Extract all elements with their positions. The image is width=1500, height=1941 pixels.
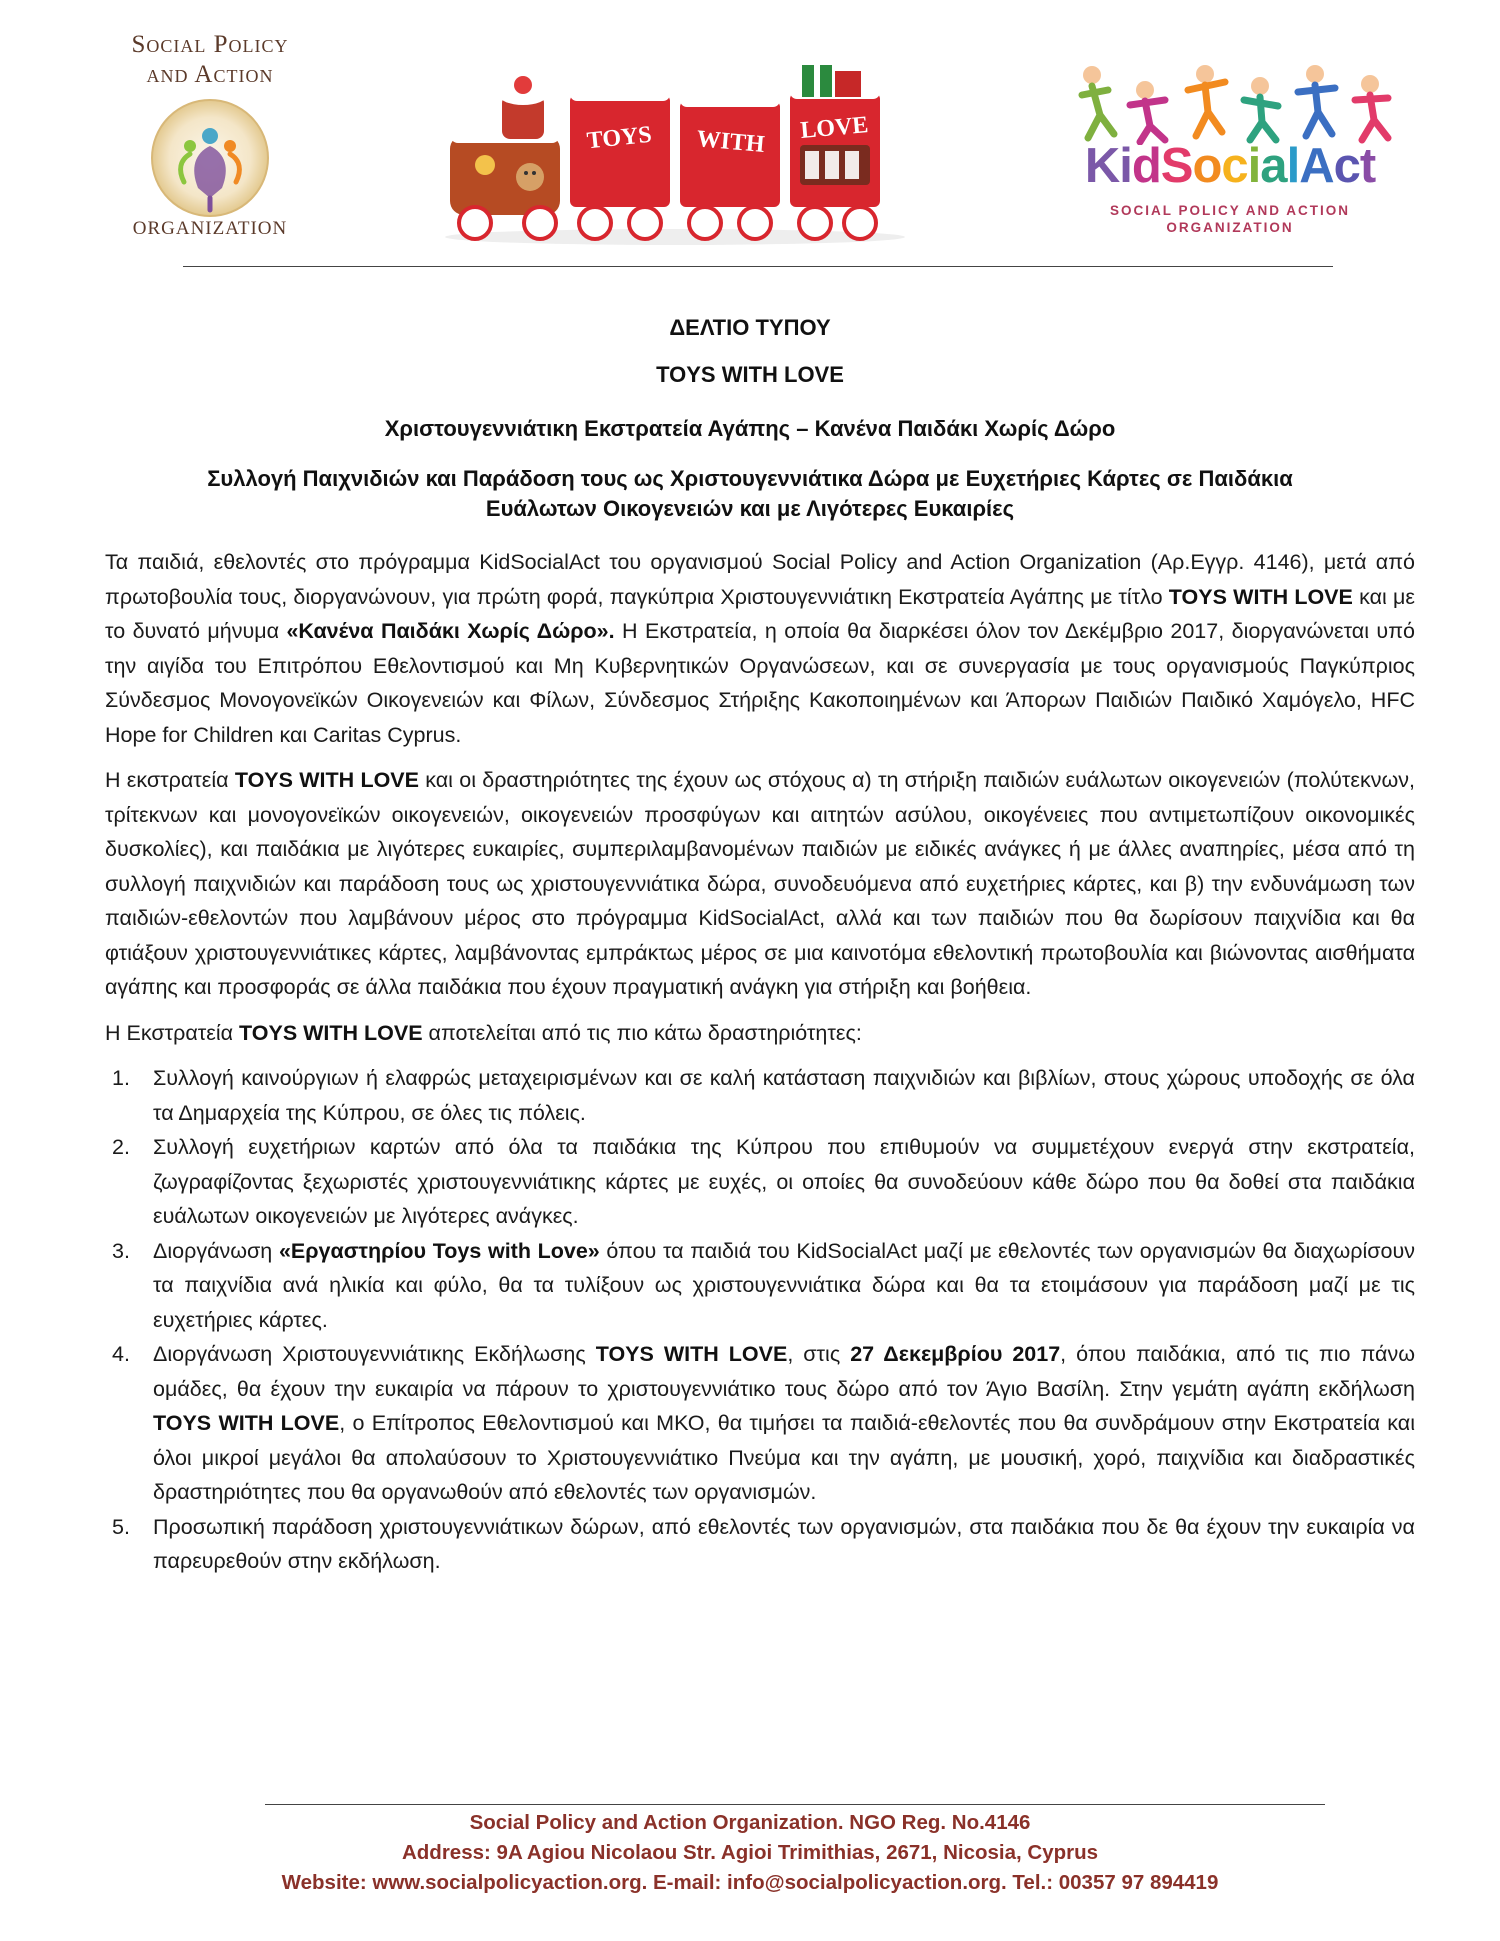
text-run: , όπου παιδάκια, από τις πιο πάνω ομάδες, θα έχουν την ευκαιρία να πάρουν το χριστουγεννιάτικο τους δώρο από τον Άγιο Βασίλη. Στην γεμάτη αγάπη εκδήλωση [153,1342,1415,1401]
spao-logo-top-text: Social Policy and Action [131,31,289,88]
bold-campaign-name: TOYS WITH LOVE [595,1342,788,1366]
paragraph-intro [105,545,1415,752]
text-run: Η εκστρατεία [105,768,235,792]
list-item [105,1337,1415,1510]
footer-contact-line: Website: www.socialpolicyaction.org. E-mail: info@socialpolicyaction.org. Tel.: 00357 97 894419 [281,1871,1219,1894]
campaign-description-title [100,464,1400,524]
wordmark-letter: i [1247,139,1261,193]
list-item [105,1510,1415,1579]
text-run: Διοργάνωση [153,1238,279,1263]
wordmark-letter: o [1192,139,1222,193]
text-run: Η Εκστρατεία, η οποία θα διαρκέσει όλον τον Δεκέμβριο 2017, διοργανώνεται υπό την αιγίδα του Επιτρόπου Εθελοντισμού και Μη Κυβερνητικών Οργανώσεων, και σε συνεργασία με τους οργανισμούς Παγκύπριος Σύνδεσμος Μονογονεϊκών Οικογενειών και Φίλων, Σύνδεσμος Στήριξης Κακοποιημένων και Άπορων Παιδιών Παιδικό Χαμόγελο, HFC Hope for Children και Caritas Cyprus. [105,619,1415,747]
bold-workshop-name: «Εργαστηρίου Toys with Love» [278,1238,600,1263]
text-run: , ο Επίτροπος Εθελοντισμού και ΜΚΟ, θα τιμήσει τα παιδιά-εθελοντές που θα συνδράμουν στην Εκστρατεία και όλοι μικροί μεγάλοι θα απολαύσουν το Χριστουγεννιάτικο Πνεύμα και την αγάπη, με μουσική, χορό, παιχνίδια και διαδραστικές δραστηριότητες που θα οργανωθούν από εθελοντές των οργανισμών. [153,1411,1416,1504]
bold-campaign-name: TOYS WITH LOVE [234,768,419,792]
wordmark-letter: i [1119,139,1132,193]
wordmark-letter: l [1286,139,1300,193]
list-item [105,1061,1415,1130]
paragraph-goals [105,763,1415,1005]
text-run: Διοργάνωση Χριστουγεννιάτικης Εκδήλωσης [153,1342,596,1366]
list-number: 3. [112,1238,130,1263]
list-item-text: Συλλογή ευχετήριων καρτών από όλα τα παιδάκια της Κύπρου που επιθυμούν να συμμετέχουν ενεργά στην εκστρατεία, ζωγραφίζοντας ξεχωριστές χριστουγεννιάτικης κάρτες με ευχές, οι οποίες θα συνοδεύουν κάθε δώρο που θα δοθεί στα παιδάκια ευάλωτων οικογενειών με λιγότερες ανάγκες. [153,1135,1415,1228]
list-number: 2. [112,1135,130,1159]
spao-logo [105,30,315,245]
text-run: και με το δυνατό μήνυμα [105,584,1415,643]
kidsocialact-subtitle [1050,202,1410,236]
text-run: αποτελείται από τις πιο κάτω δραστηριότητες: [422,1020,862,1045]
campaign-subtitle: Χριστουγεννιάτικη Εκστρατεία Αγάπης – Κανένα Παιδάκι Χωρίς Δώρο [384,416,1116,441]
wordmark-letter: A [1299,139,1334,193]
train-text-toys: TOYS [585,121,653,155]
text-run: Τα παιδιά, εθελοντές στο πρόγραμμα KidSocialAct του οργανισμού Social Policy and Action Organization (Αρ.Εγγρ. 4146), μετά από πρωτοβουλία τους, διοργανώνουν, για πρώτη φορά, παγκύπρια Χριστουγεννιάτικη Εκστρατεία Αγάπης με τίτλο [105,550,1415,609]
wordmark-letter: c [1333,139,1360,193]
kidsocialact-wordmark [1050,138,1410,194]
document-title: ΔΕΛΤΙΟ ΤΥΠΟΥ [669,315,831,340]
list-item [105,1234,1415,1338]
kidsocialact-subtitle-line1: SOCIAL POLICY AND ACTION [1109,203,1350,218]
press-release-body [105,545,1415,1579]
text-run: όπου τα παιδιά του KidSocialAct μαζί με εθελοντές των οργανισμών θα διαχωρίσουν τα παιχνίδια ανά ηλικία και φύλο, θα τα τυλίξουν ως χριστουγεννιάτικα δώρα και θα τα ετοιμάσουν για παράδοση μαζί με τις ευχετήριες κάρτες. [153,1238,1415,1332]
list-number: 4. [112,1342,130,1366]
campaign-title: TOYS WITH LOVE [656,362,844,387]
kidsocialact-logo [1050,60,1410,250]
spao-logo-bottom-text: ORGANIZATION [132,218,288,239]
bold-event-date: 27 Δεκεμβρίου 2017 [850,1342,1061,1366]
campaign-description-line2: Ευάλωτων Οικογενειών και με Λιγότερες Ευκαιρίες [485,496,1015,521]
letterhead [0,0,1500,290]
text-run: Η Εκστρατεία [105,1020,240,1045]
list-item-text: Συλλογή καινούργιων ή ελαφρώς μεταχειρισμένων και σε καλή κατάσταση παιχνιδιών και βιβλίων, στους χώρους υποδοχής σε όλα τα Δημαρχεία της Κύπρου, σε όλες τις πόλεις. [153,1066,1415,1125]
header-divider [183,266,1333,267]
wordmark-letter: S [1160,139,1193,193]
toys-with-love-train-logo [430,65,920,255]
train-text-with: WITH [695,126,766,158]
footer-contact [150,1808,1350,1898]
activities-list [105,1061,1415,1579]
train-text-love: LOVE [799,112,870,144]
footer-divider [265,1804,1325,1805]
bold-campaign-name: TOYS WITH LOVE [1168,584,1353,609]
bold-campaign-name: TOYS WITH LOVE [153,1411,340,1435]
bold-campaign-message: «Κανένα Παιδάκι Χωρίς Δώρο». [286,619,615,643]
list-number: 5. [112,1514,130,1539]
kidsocialact-subtitle-line2: ORGANIZATION [1166,220,1294,235]
footer-org-line: Social Policy and Action Organization. NGO Reg. No.4146 [469,1811,1031,1834]
paragraph-activities-intro [105,1016,1415,1051]
wordmark-letter: c [1221,139,1248,193]
list-item-text: Προσωπική παράδοση χριστουγεννιάτικων δώρων, από εθελοντές των οργανισμών, στα παιδάκια που δε θα έχουν την ευκαιρία να παρευρεθούν στην εκδήλωση. [153,1514,1415,1573]
text-run: και οι δραστηριότητες της έχουν ως στόχους α) τη στήριξη παιδιών ευάλωτων οικογενειών (πολύτεκνων, τρίτεκνων και μονογονεϊκών οικογενειών, οικογενειών προσφύγων και αιτητών ασύλου, οικογένειες που αντιμετωπίζουν οικονομικές δυσκολίες), και παιδάκια με λιγότερες ευκαιρίες, συμπεριλαμβανομένων παιδιών με ειδικές ανάγκες ή με άλλες αναπηρίες, μέσα από τη συλλογή παιχνιδιών και παράδοση τους ως χριστουγεννιάτικα δώρα, συνοδευόμενα από ευχετήριες κάρτες, και β) την ενδυνάμωση των παιδιών-εθελοντών που λαμβάνουν μέρος στο πρόγραμμα KidSocialAct, αλλά και των παιδιών που θα δωρίσουν παιχνίδια και θα φτιάξουν χριστουγεννιάτικες κάρτες, λαμβάνοντας εμπράκτως μέρος σε μια καινοτόμα εθελοντική πρωτοβουλία και βιώνοντας αισθήματα αγάπης και προσφοράς σε άλλα παιδάκια που έχουν πραγματική ανάγκη για στήριξη και βοήθεια. [105,768,1415,999]
footer-address-line: Address: 9A Agiou Nicolaou Str. Agioi Trimithias, 2671, Nicosia, Cyprus [401,1841,1099,1864]
wordmark-letter: a [1260,139,1287,193]
spao-emblem-icon [150,98,270,218]
list-number: 1. [112,1066,130,1090]
bold-campaign-name: TOYS WITH LOVE [239,1020,423,1045]
wordmark-letter: K [1084,139,1120,193]
dancing-kids-icon [1070,60,1400,145]
text-run: , στις [787,1342,851,1366]
wordmark-letter: d [1131,139,1161,193]
wordmark-letter: t [1359,139,1376,193]
list-item [105,1130,1415,1234]
campaign-description-line1: Συλλογή Παιχνιδιών και Παράδοση τους ως Χριστουγεννιάτικα Δώρα με Ευχετήριες Κάρτες σε Παιδάκια [207,466,1293,491]
